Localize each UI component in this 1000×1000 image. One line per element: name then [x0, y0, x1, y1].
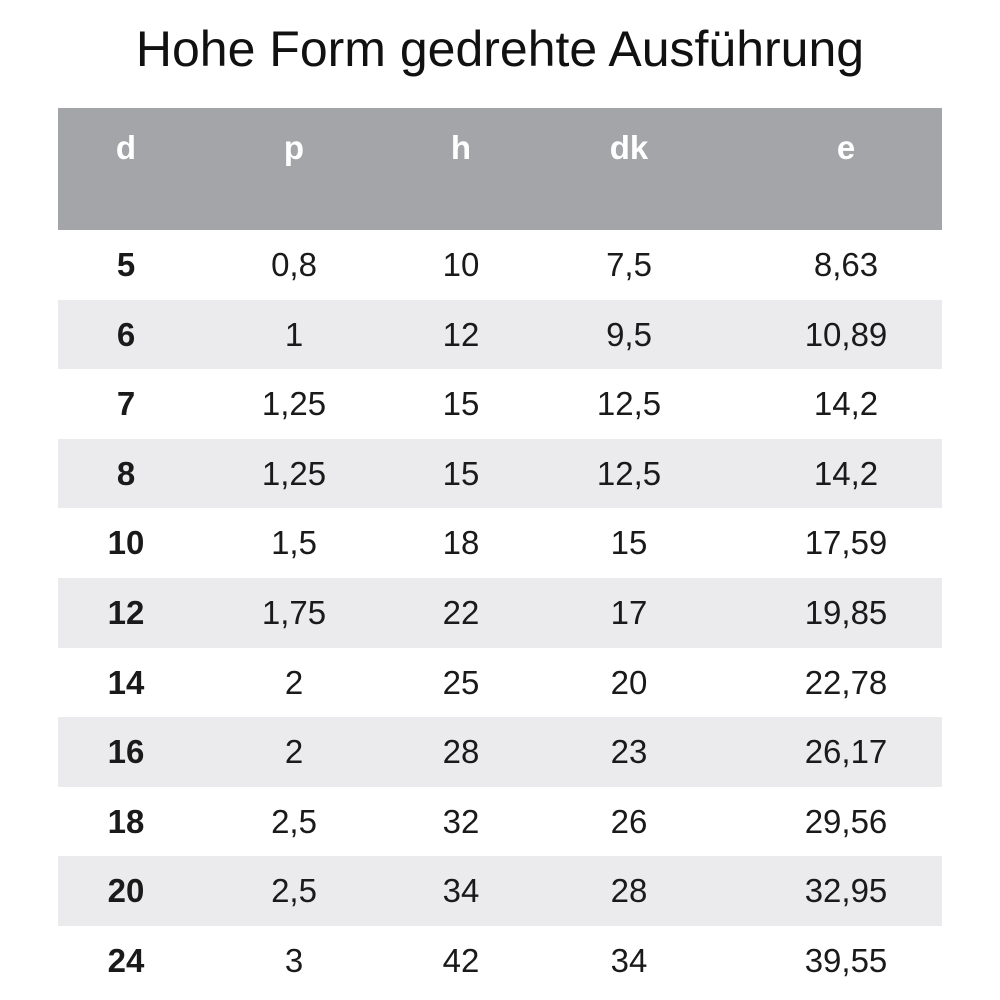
cell-p: 3: [284, 941, 304, 979]
table-row: [58, 369, 942, 439]
cell-h: 32: [442, 802, 480, 840]
cell-e: 10,89: [804, 315, 888, 353]
cell-dk: 26: [610, 802, 648, 840]
cell-p: 1,5: [271, 524, 317, 562]
cell-d: 24: [107, 941, 145, 979]
cell-h: 12: [442, 315, 480, 353]
table-row: [58, 648, 942, 718]
cell-dk: 12,5: [596, 385, 662, 423]
cell-p: 2,5: [271, 802, 317, 840]
table-row: [58, 717, 942, 787]
cell-h: 15: [442, 385, 480, 423]
cell-p: 1,75: [261, 593, 327, 631]
cell-d: 18: [107, 802, 145, 840]
table-body: [58, 230, 942, 996]
cell-h: 22: [442, 593, 480, 631]
cell-e: 29,56: [804, 802, 888, 840]
cell-d: 5: [116, 246, 136, 283]
table-row: [58, 508, 942, 578]
page-title: Hohe Form gedrehte Ausführung: [135, 21, 865, 77]
cell-dk: 9,5: [606, 315, 652, 353]
cell-dk: 7,5: [606, 246, 652, 283]
cell-dk: 12,5: [596, 454, 662, 492]
cell-d: 10: [107, 524, 145, 562]
cell-p: 1: [284, 315, 304, 353]
cell-p: 0,8: [271, 246, 317, 283]
cell-d: 7: [116, 385, 136, 423]
cell-e: 26,17: [804, 733, 888, 771]
header-cell-d: d: [115, 129, 137, 166]
cell-d: 8: [116, 454, 136, 492]
cell-e: 19,85: [804, 593, 888, 631]
table-header: [58, 108, 942, 230]
cell-p: 2: [284, 663, 304, 701]
cell-dk: 17: [610, 593, 648, 631]
table-row: [58, 300, 942, 370]
cell-h: 25: [442, 663, 480, 701]
cell-dk: 28: [610, 872, 648, 910]
cell-dk: 23: [610, 733, 648, 771]
cell-d: 12: [107, 593, 145, 631]
cell-h: 10: [442, 246, 480, 283]
cell-h: 18: [442, 524, 480, 562]
cell-d: 20: [107, 872, 145, 910]
cell-d: 14: [107, 663, 145, 701]
cell-p: 2: [284, 733, 304, 771]
cell-e: 32,95: [804, 872, 888, 910]
table-row: [58, 230, 942, 300]
cell-e: 8,63: [813, 246, 879, 283]
cell-p: 2,5: [271, 872, 317, 910]
dimension-table: [58, 108, 942, 996]
cell-e: 39,55: [804, 941, 888, 979]
cell-h: 28: [442, 733, 480, 771]
table-row: [58, 787, 942, 857]
cell-e: 14,2: [813, 385, 879, 423]
cell-d: 16: [107, 733, 145, 771]
cell-dk: 20: [610, 663, 648, 701]
table-row: [58, 439, 942, 509]
cell-d: 6: [116, 315, 136, 353]
header-cell-h: h: [450, 129, 472, 166]
table-row: [58, 578, 942, 648]
header-cell-p: p: [283, 129, 305, 166]
cell-dk: 15: [610, 524, 648, 562]
cell-dk: 34: [610, 941, 648, 979]
table-row: [58, 856, 942, 926]
header-cell-e: e: [836, 129, 856, 166]
cell-h: 42: [442, 941, 480, 979]
cell-h: 34: [442, 872, 480, 910]
cell-p: 1,25: [261, 454, 327, 492]
table-row: [58, 926, 942, 996]
header-cell-dk: dk: [609, 129, 649, 166]
cell-h: 15: [442, 454, 480, 492]
cell-e: 14,2: [813, 454, 879, 492]
cell-e: 22,78: [804, 663, 888, 701]
cell-e: 17,59: [804, 524, 888, 562]
cell-p: 1,25: [261, 385, 327, 423]
